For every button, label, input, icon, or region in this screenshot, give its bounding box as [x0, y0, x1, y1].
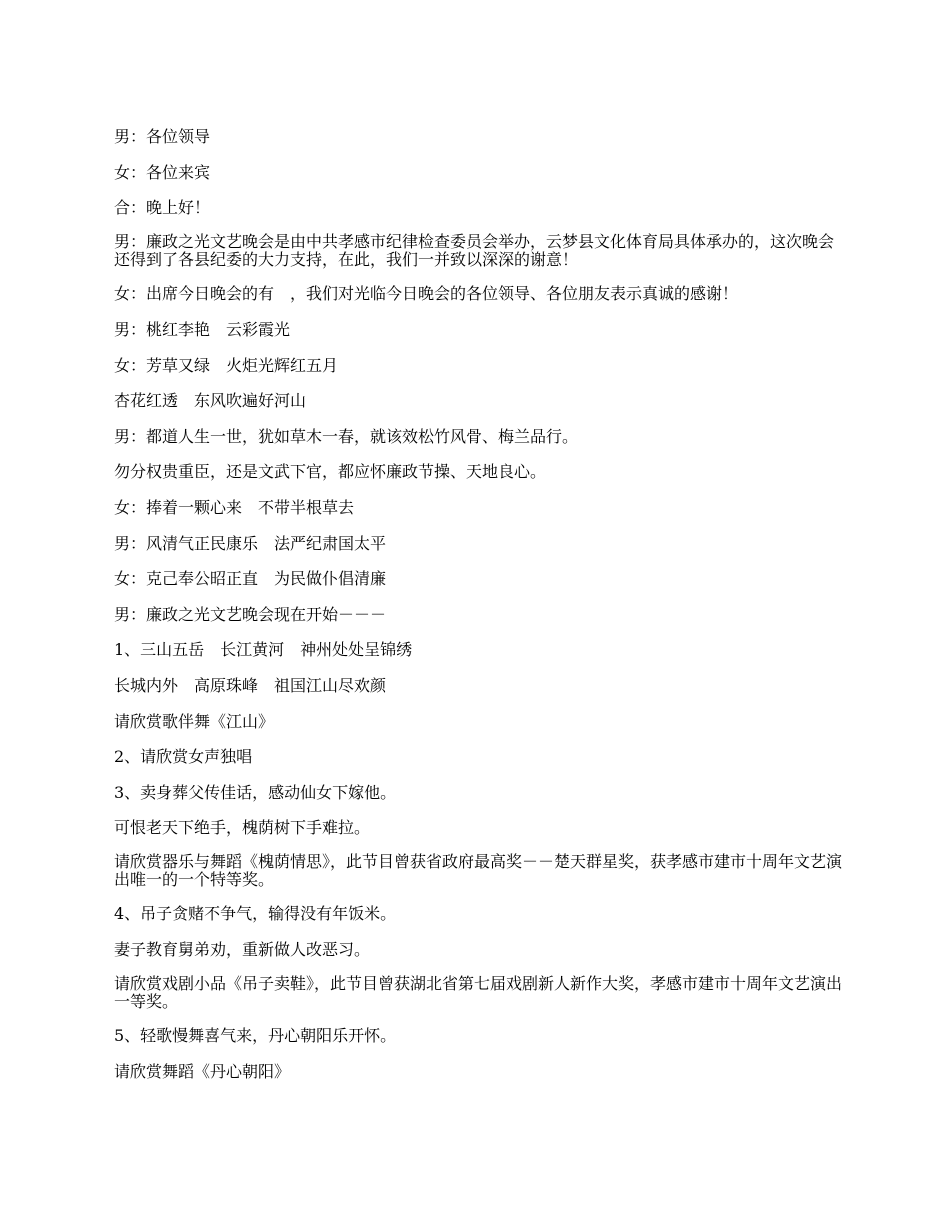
- paragraph: 妻子教育舅弟劝，重新做人改恶习。: [114, 940, 371, 960]
- paragraph: 女：克己奉公昭正直 为民做仆倡清廉: [114, 569, 387, 589]
- paragraph: 女：芳草又绿 火炬光辉红五月: [114, 355, 339, 375]
- paragraph: 男：桃红李艳 云彩霞光: [114, 319, 291, 339]
- paragraph: 长城内外 高原珠峰 祖国江山尽欢颜: [114, 675, 387, 695]
- paragraph: 请欣赏歌伴舞《江山》: [114, 711, 275, 731]
- paragraph: 4、吊子贪赌不争气，输得没有年饭米。: [114, 904, 397, 924]
- document-body: [114, 126, 844, 1096]
- paragraph: 2、请欣赏女声独唱: [114, 747, 253, 767]
- paragraph: 男：都道人生一世，犹如草木一春，就该效松竹风骨、梅兰品行。: [114, 426, 579, 446]
- paragraph: 1、三山五岳 长江黄河 神州处处呈锦绣: [114, 640, 413, 660]
- paragraph: 合：晚上好！: [114, 198, 211, 218]
- paragraph: 请欣赏舞蹈《丹心朝阳》: [114, 1061, 291, 1081]
- paragraph: 请欣赏戏剧小品《吊子卖鞋》，此节目曾获湖北省第七届戏剧新人新作大奖，孝感市建市十周年文艺演出一等奖。: [114, 973, 843, 1011]
- paragraph: 男：各位领导: [114, 127, 211, 146]
- paragraph: 女：捧着一颗心来 不带半根草去: [114, 497, 355, 517]
- paragraph: 女：出席今日晚会的有 ，我们对光临今日晚会的各位领导、各位朋友表示真诚的感谢！: [114, 284, 739, 304]
- paragraph: 男：风清气正民康乐 法严纪肃国太平: [114, 533, 387, 553]
- paragraph: 勿分权贵重臣，还是文武下官，都应怀廉政节操、天地良心。: [114, 462, 547, 482]
- paragraph: 男：廉政之光文艺晚会是由中共孝感市纪律检查委员会举办，云梦县文化体育局具体承办的，这次晚会还得到了各县纪委的大力支持，在此，我们一并致以深深的谢意！: [114, 231, 835, 269]
- paragraph: 男：廉政之光文艺晚会现在开始－－－: [114, 604, 387, 624]
- paragraph: 请欣赏器乐与舞蹈《槐荫情思》，此节目曾获省政府最高奖－－楚天群星奖，获孝感市建市十周年文艺演出唯一的一个特等奖。: [114, 851, 843, 889]
- paragraph: 杏花红透 东风吹遍好河山: [114, 391, 307, 411]
- paragraph: 可恨老天下绝手，槐荫树下手难拉。: [114, 818, 371, 838]
- paragraph: 5、轻歌慢舞喜气来，丹心朝阳乐开怀。: [114, 1026, 397, 1046]
- paragraph: 女：各位来宾: [114, 162, 211, 182]
- paragraph: 3、卖身葬父传佳话，感动仙女下嫁他。: [114, 782, 397, 802]
